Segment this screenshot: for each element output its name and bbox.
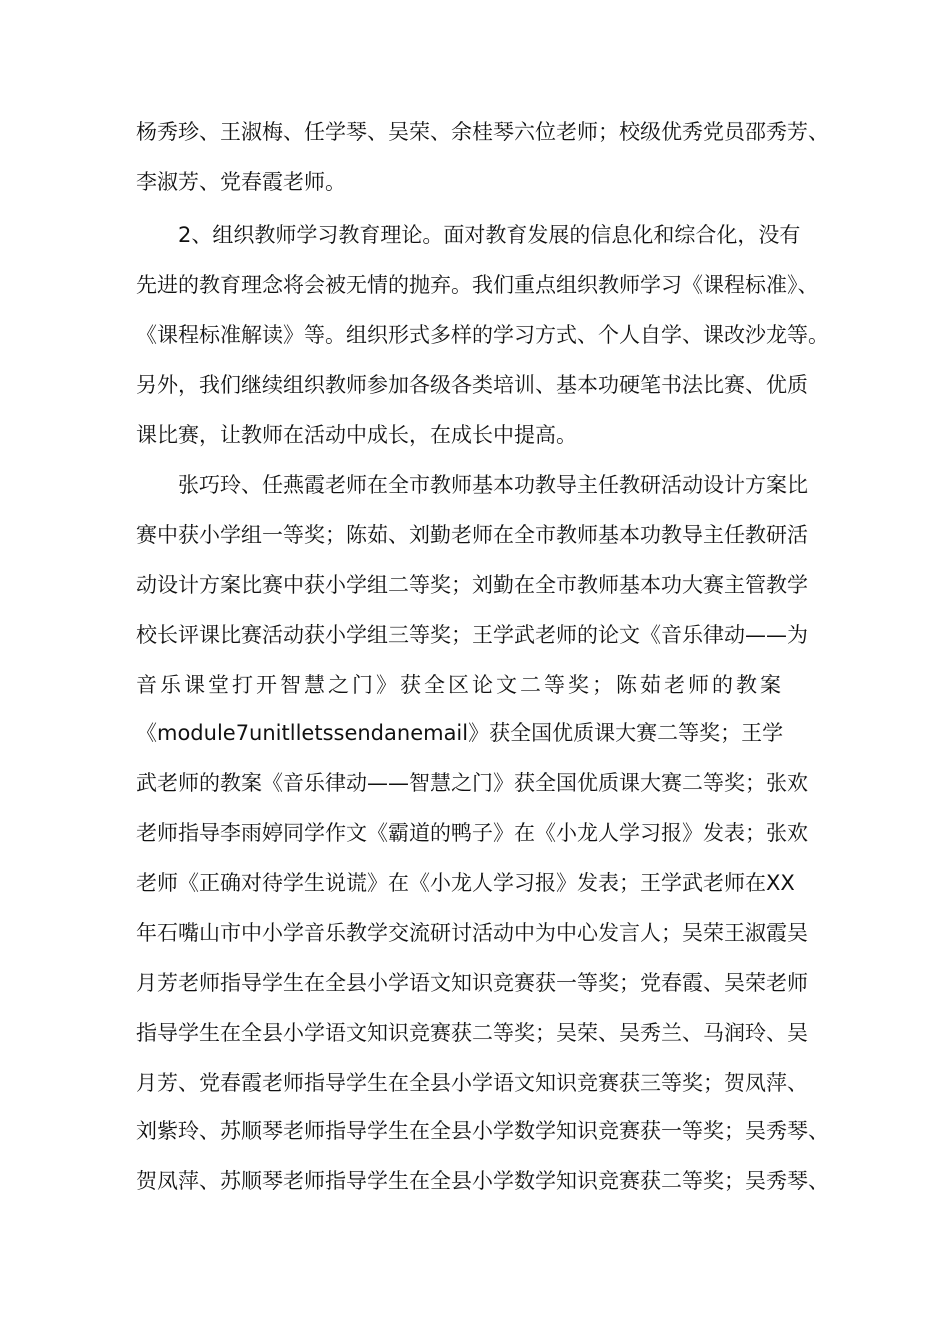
text-line: 老师指导李雨婷同学作文《霸道的鸭子》在《小龙人学习报》发表；张欢: [136, 821, 808, 845]
text-line: 杨秀珍、王淑梅、任学琴、吴荣、余桂琴六位老师；校级优秀党员邵秀芳、: [136, 120, 829, 144]
text-line: 课比赛，让教师在活动中成长，在成长中提高。: [136, 423, 577, 447]
text-line: 月芳、党春霞老师指导学生在全县小学语文知识竞赛获三等奖；贺凤萍、: [136, 1071, 808, 1095]
text-line: 校长评课比赛活动获小学组三等奖；王学武老师的论文《音乐律动——为: [136, 623, 808, 647]
text-line: 月芳老师指导学生在全县小学语文知识竞赛获一等奖；党春霞、吴荣老师: [136, 971, 808, 995]
text-line: 另外，我们继续组织教师参加各级各类培训、基本功硬笔书法比赛、优质: [136, 373, 808, 397]
paragraph-2-first-line: 2、组织教师学习教育理论。面对教育发展的信息化和综合化，没有: [178, 223, 801, 247]
text-line: 指导学生在全县小学语文知识竞赛获二等奖；吴荣、吴秀兰、马润玲、吴: [136, 1021, 808, 1045]
text-line: 先进的教育理念将会被无情的抛弃。我们重点组织教师学习《课程标准》、: [136, 273, 819, 297]
paragraph-awards-first-line: 张巧玲、任燕霞老师在全市教师基本功教导主任教研活动设计方案比: [178, 473, 808, 497]
text-line: 音乐课堂打开智慧之门》获全区论文二等奖；陈茹老师的教案: [136, 673, 784, 697]
text-line: 李淑芳、党春霞老师。: [136, 170, 346, 194]
text-line: 动设计方案比赛中获小学组二等奖；刘勤在全市教师基本功大赛主管教学: [136, 573, 808, 597]
text-line: 武老师的教案《音乐律动——智慧之门》获全国优质课大赛二等奖；张欢: [136, 771, 808, 795]
text-line: 《module7unitlletssendanemail》获全国优质课大赛二等奖；王学: [136, 721, 784, 745]
text-line: 贺凤萍、苏顺琴老师指导学生在全县小学数学知识竞赛获二等奖；吴秀琴、: [136, 1169, 829, 1193]
text-line: 《课程标准解读》等。组织形式多样的学习方式、个人自学、课改沙龙等。: [136, 323, 829, 347]
text-line: 老师《正确对待学生说谎》在《小龙人学习报》发表；王学武老师在XX: [136, 871, 795, 895]
text-line: 刘紫玲、苏顺琴老师指导学生在全县小学数学知识竞赛获一等奖；吴秀琴、: [136, 1119, 829, 1143]
text-line: 赛中获小学组一等奖；陈茹、刘勤老师在全市教师基本功教导主任教研活: [136, 523, 808, 547]
text-line: 年石嘴山市中小学音乐教学交流研讨活动中为中心发言人；吴荣王淑霞吴: [136, 921, 808, 945]
